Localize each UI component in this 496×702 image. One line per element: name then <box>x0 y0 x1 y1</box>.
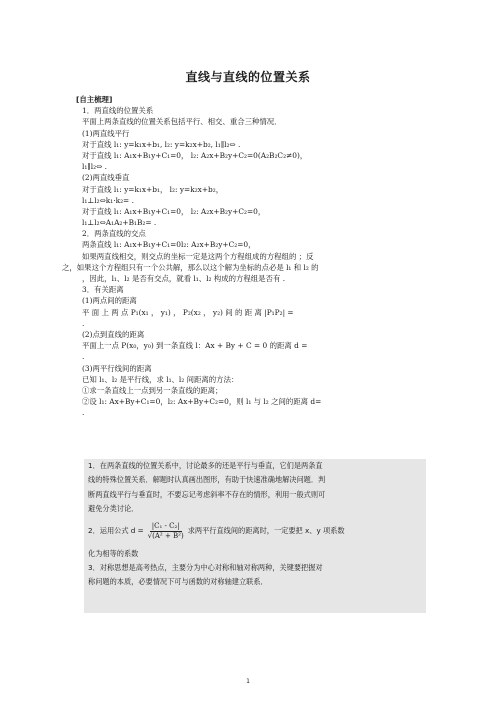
text-line: 平 面 上 两 点 P₁(x₁ ， y₁) ， P₂(x₂ ， y₂) 间 的 距 离 |P₁P₂| = <box>82 307 294 317</box>
text-line: . <box>82 352 85 362</box>
text-line: 平面上一点 P(x₀，y₀) 到一条直线 l：Ax + By + C = 0 的距离 d = <box>82 341 308 351</box>
text-line: ，因此，l₁、l₂ 是否有交点，就看 l₁、l₂ 构成的方程组是否有 . <box>82 274 286 283</box>
summary-line: 1．在两条直线的位置关系中，讨论最多的还是平行与垂直，它们是两条直 <box>88 461 323 470</box>
main-text <box>62 94 430 418</box>
text-line: 对于直线 l₁: A₁x+B₁y+C₁=0， l₂: A₂x+B₂y+C₂=0(A₂B₂C₂≠0)， <box>82 150 308 160</box>
distance-formula <box>146 522 186 541</box>
summary-point-2-tail: 化为相等的系数 <box>88 548 139 558</box>
text-line: 平面上两条直线的位置关系包括平行、相交、重合三种情况． <box>82 117 282 127</box>
text-line: (1)两点间的距离 <box>82 296 137 306</box>
summary-point-2-suffix: 求两平行直线间的距离时，一定要把 x、y 项系数 <box>187 526 345 536</box>
text-line: l₁⊥l₂⇔k₁·k₂= . <box>82 195 134 205</box>
text-line: l₁∥l₂⇔ . <box>82 162 107 172</box>
text-line: 1．两直线的位置关系 <box>82 106 154 116</box>
summary-line: 避免分类讨论． <box>88 504 139 514</box>
text-line: l₁⊥l₂⇔A₁A₂+B₁B₂= . <box>82 218 157 228</box>
text-line: (1)两直线平行 <box>82 128 130 138</box>
text-line: . <box>82 408 85 418</box>
text-line: (3)两平行线间的距离 <box>82 363 152 373</box>
text-line: ②设 l₁: Ax+By+C₁=0，l₂: Ax+By+C₂=0，则 l₁ 与 l₂ 之间的距离 d= <box>82 397 322 407</box>
page-number: 1 <box>246 678 250 685</box>
text-line: ①求一条直线上一点到另一条直线的距离； <box>82 385 223 395</box>
summary-point-2 <box>88 517 422 547</box>
text-line: 两条直线 l₁: A₁x+B₁y+C₁=0l₂: A₂x+B₂y+C₂=0， <box>82 240 256 250</box>
text-line: (2)两直线垂直 <box>82 173 130 183</box>
formula-denominator: √(A² + B²) <box>147 532 184 541</box>
text-line: . <box>82 318 85 328</box>
summary-point-1 <box>88 459 422 517</box>
page-title: 直线与直线的位置关系 <box>185 70 311 84</box>
summary-line: 称问题的本质，必要情况下可与函数的对称轴建立联系． <box>88 577 268 587</box>
summary-line: 线的特殊位置关系．解题时认真画出图形，有助于快速准确地解决问题．判 <box>88 475 326 485</box>
text-line: 2．两条直线的交点 <box>82 229 146 239</box>
text-line: [自主梳理] <box>76 95 113 104</box>
summary-line: 断两直线平行与垂直时，不要忘记考虑斜率不存在的情形，利用一般式则可 <box>88 489 326 499</box>
summary-box <box>84 459 426 613</box>
summary-line: 3．对称思想是高考热点，主要分为中心对称和轴对称两种，关键要把握对 <box>88 562 323 572</box>
text-line: 已知 l₁、l₂ 是平行线，求 l₁、l₂ 间距离的方法： <box>82 374 239 384</box>
summary-point-3 <box>88 561 422 590</box>
text-line: 对于直线 l₁: A₁x+B₁y+C₁=0， l₂: A₂x+B₂y+C₂=0， <box>82 206 266 216</box>
summary-point-2-prefix: 2．运用公式 d = <box>88 526 144 536</box>
text-line: 对于直线 l₁: y=k₁x+b₁， l₂: y=k₂x+b₂， <box>82 184 224 194</box>
text-line: 之，如果这个方程组只有一个公共解，那么以这个解为坐标的点必是 l₁ 和 l₂ 的 <box>62 262 319 272</box>
text-line: 3．有关距离 <box>82 285 124 295</box>
text-line: (2)点到直线的距离 <box>82 329 145 339</box>
text-line: 如果两直线相交，则交点的坐标一定是这两个方程组成的方程组的 ；反 <box>82 251 314 261</box>
text-line: 对于直线 l₁: y=k₁x+b₁, l₂: y=k₂x+b₂, l₁∥l₂⇔ . <box>82 139 241 149</box>
formula-numerator: |C₁ - C₂| <box>151 522 180 531</box>
